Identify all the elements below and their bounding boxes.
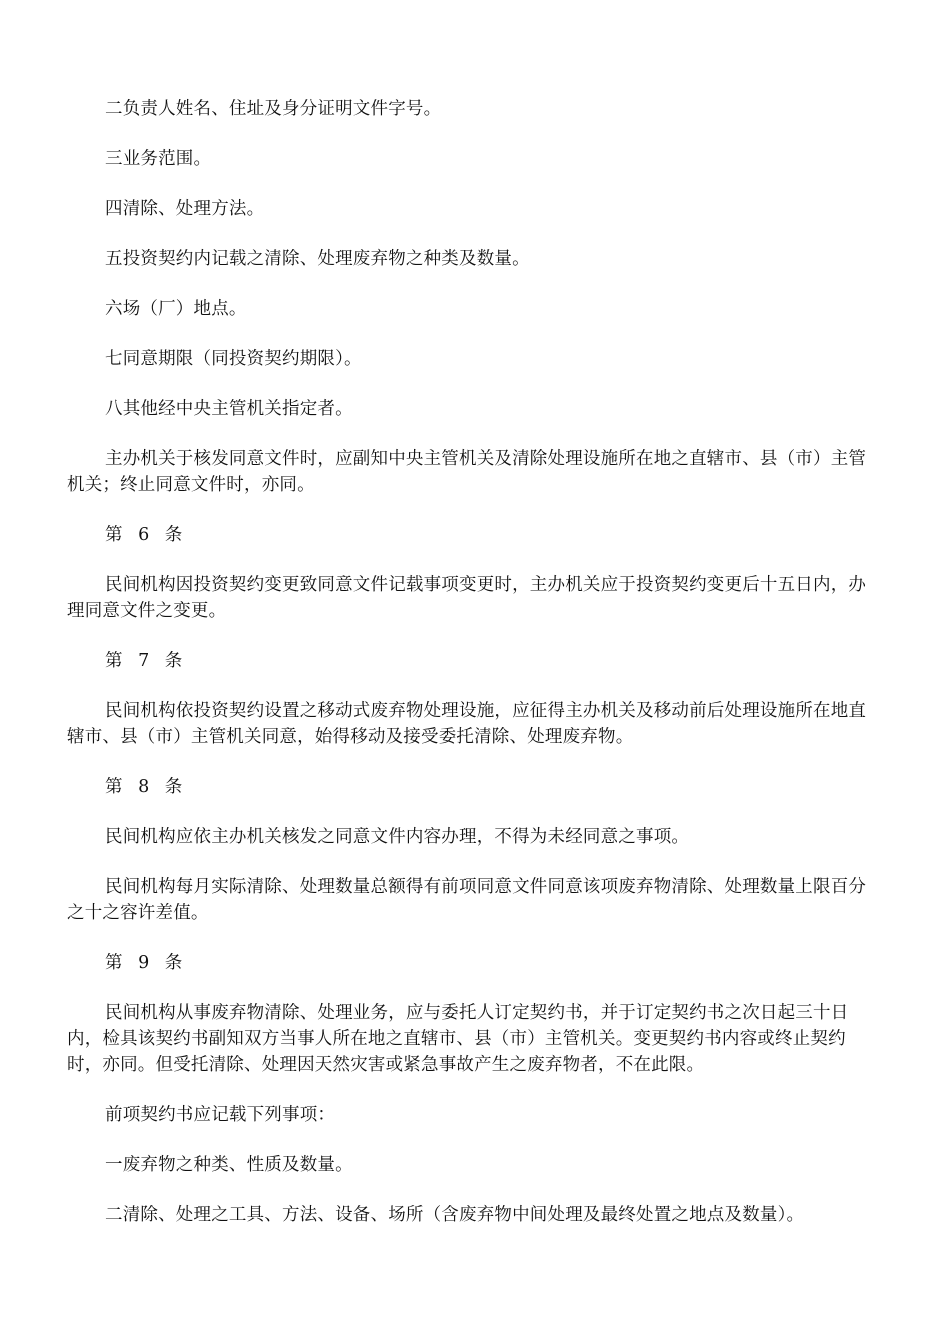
item-tools-methods: 二清除、处理之工具、方法、设备、场所（含废弃物中间处理及最终处置之地点及数量）。 — [105, 1205, 805, 1225]
article-6-body: 民间机构因投资契约变更致同意文件记载事项变更时，主办机关应于投资契约变更后十五日内，办理同意文件之变更。 — [67, 575, 867, 621]
item-site-location: 六场（厂）地点。 — [105, 299, 247, 319]
article-heading-7: 第 7 条 — [105, 651, 188, 671]
item-disposal-method: 四清除、处理方法。 — [105, 199, 265, 219]
paragraph-notification: 主办机关于核发同意文件时，应副知中央主管机关及清除处理设施所在地之直辖市、县（市）主管机关；终止同意文件时，亦同。 — [67, 449, 867, 495]
article-8-body-2: 民间机构每月实际清除、处理数量总额得有前项同意文件同意该项废弃物清除、处理数量上限百分之十之容许差值。 — [67, 877, 867, 923]
item-waste-nature: 一废弃物之种类、性质及数量。 — [105, 1155, 353, 1175]
article-9-body: 民间机构从事废弃物清除、处理业务，应与委托人订定契约书，并于订定契约书之次日起三十日内，检具该契约书副知双方当事人所在地之直辖市、县（市）主管机关。变更契约书内容或终止契约时，亦同。但受托清除、处理因天然灾害或紧急事故产生之废弃物者，不在此限。 — [67, 1003, 849, 1075]
article-heading-6: 第 6 条 — [105, 525, 188, 545]
article-7-body: 民间机构依投资契约设置之移动式废弃物处理设施，应征得主办机关及移动前后处理设施所在地直辖市、县（市）主管机关同意，始得移动及接受委托清除、处理废弃物。 — [67, 701, 867, 747]
document-page — [67, 96, 873, 1252]
item-waste-types: 五投资契约内记载之清除、处理废弃物之种类及数量。 — [105, 249, 530, 269]
item-other: 八其他经中央主管机关指定者。 — [105, 399, 353, 419]
item-consent-period: 七同意期限（同投资契约期限）。 — [105, 349, 362, 369]
item-business-scope: 三业务范围。 — [105, 149, 212, 169]
item-responsible-person: 二负责人姓名、住址及身分证明文件字号。 — [105, 99, 442, 119]
article-8-body-1: 民间机构应依主办机关核发之同意文件内容办理，不得为未经同意之事项。 — [105, 827, 690, 847]
article-heading-9: 第 9 条 — [105, 953, 188, 973]
article-heading-8: 第 8 条 — [105, 777, 188, 797]
article-9-contract-items: 前项契约书应记载下列事项： — [105, 1105, 336, 1125]
